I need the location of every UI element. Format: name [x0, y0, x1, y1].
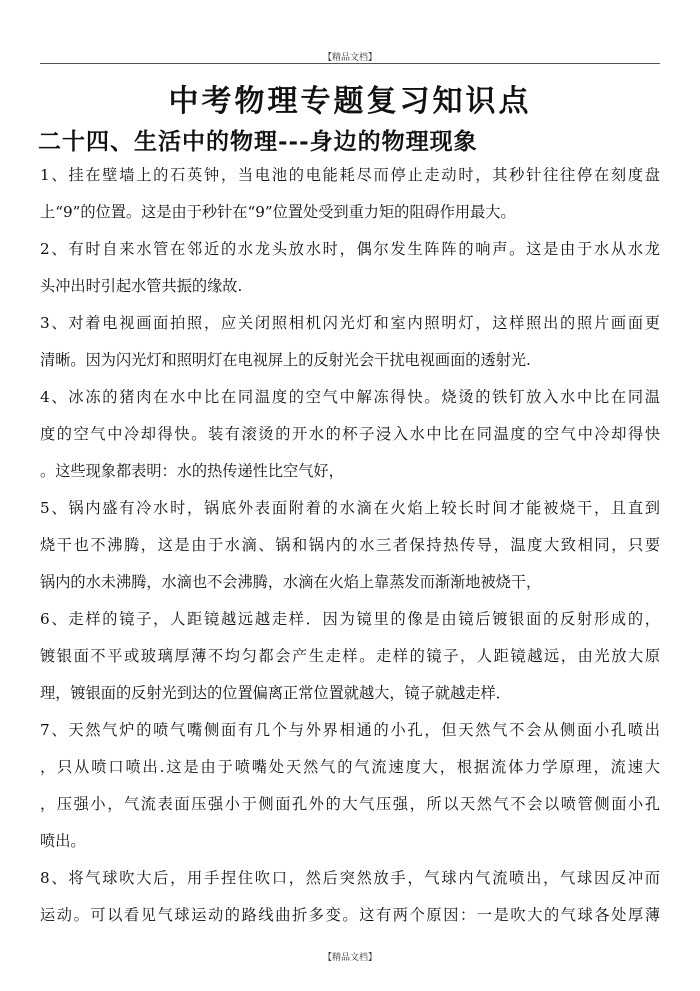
- document-title: 中考物理专题复习知识点: [168, 84, 532, 119]
- text-line: 头冲出时引起水管共振的缘故.: [40, 277, 243, 295]
- header-divider: [40, 63, 660, 64]
- text-line: 6、走样的镜子，人距镜越远越走样．因为镜里的像是由镜后镀银面的反射形成的，: [40, 610, 660, 628]
- text-line: 喷出。: [40, 832, 86, 850]
- text-line: 8、将气球吹大后，用手捏住吹口，然后突然放手，气球内气流喷出，气球因反冲而: [40, 869, 660, 887]
- text-line: 清晰。因为闪光灯和照明灯在电视屏上的反射光会干扰电视画面的透射光.: [40, 351, 531, 369]
- section-heading: 二十四、生活中的物理---身边的物理现象: [38, 128, 478, 155]
- text-line: ，只从喷口喷出.这是由于喷嘴处天然气的气流速度大，根据流体力学原理，流速大: [40, 758, 660, 776]
- text-line: 5、锅内盛有冷水时，锅底外表面附着的水滴在火焰上较长时间才能被烧干，且直到: [40, 499, 660, 517]
- text-line: 烧干也不沸腾，这是由于水滴、锅和锅内的水三者保持热传导，温度大致相同，只要: [40, 536, 660, 554]
- text-line: 2、有时自来水管在邻近的水龙头放水时，偶尔发生阵阵的响声。这是由于水从水龙: [40, 240, 660, 258]
- text-line: 度的空气中冷却得快。装有滚烫的开水的杯子浸入水中比在同温度的空气中冷却得快: [40, 425, 660, 443]
- text-line: 3、对着电视画面拍照，应关闭照相机闪光灯和室内照明灯，这样照出的照片画面更: [40, 314, 660, 332]
- body-text: [40, 157, 660, 934]
- text-line: 1、挂在壁墙上的石英钟，当电池的电能耗尽而停止走动时，其秒针往往停在刻度盘: [40, 166, 660, 184]
- text-line: 上“9”的位置。这是由于秒针在“9”位置处受到重力矩的阻碍作用最大。: [40, 203, 516, 221]
- text-line: ，压强小，气流表面压强小于侧面孔外的大气压强，所以天然气不会以喷管侧面小孔: [40, 795, 660, 813]
- text-line: 运动。可以看见气球运动的路线曲折多变。这有两个原因：一是吹大的气球各处厚薄: [40, 906, 660, 924]
- page-footer: 【精品文档】: [322, 953, 377, 963]
- text-line: 。这些现象都表明：水的热传递性比空气好，: [40, 462, 344, 480]
- text-line: 锅内的水未沸腾，水滴也不会沸腾，水滴在火焰上靠蒸发而渐渐地被烧干，: [40, 573, 542, 591]
- text-line: 7、天然气炉的喷气嘴侧面有几个与外界相通的小孔，但天然气不会从侧面小孔喷出: [40, 721, 660, 739]
- text-line: 镀银面不平或玻璃厚薄不均匀都会产生走样。走样的镜子，人距镜越远，由光放大原: [40, 647, 660, 665]
- text-line: 4、冰冻的猪肉在水中比在同温度的空气中解冻得快。烧烫的铁钉放入水中比在同温: [40, 388, 660, 406]
- page-header: 【精品文档】: [322, 53, 377, 63]
- text-line: 理，镀银面的反射光到达的位置偏离正常位置就越大，镜子就越走样．: [40, 684, 511, 702]
